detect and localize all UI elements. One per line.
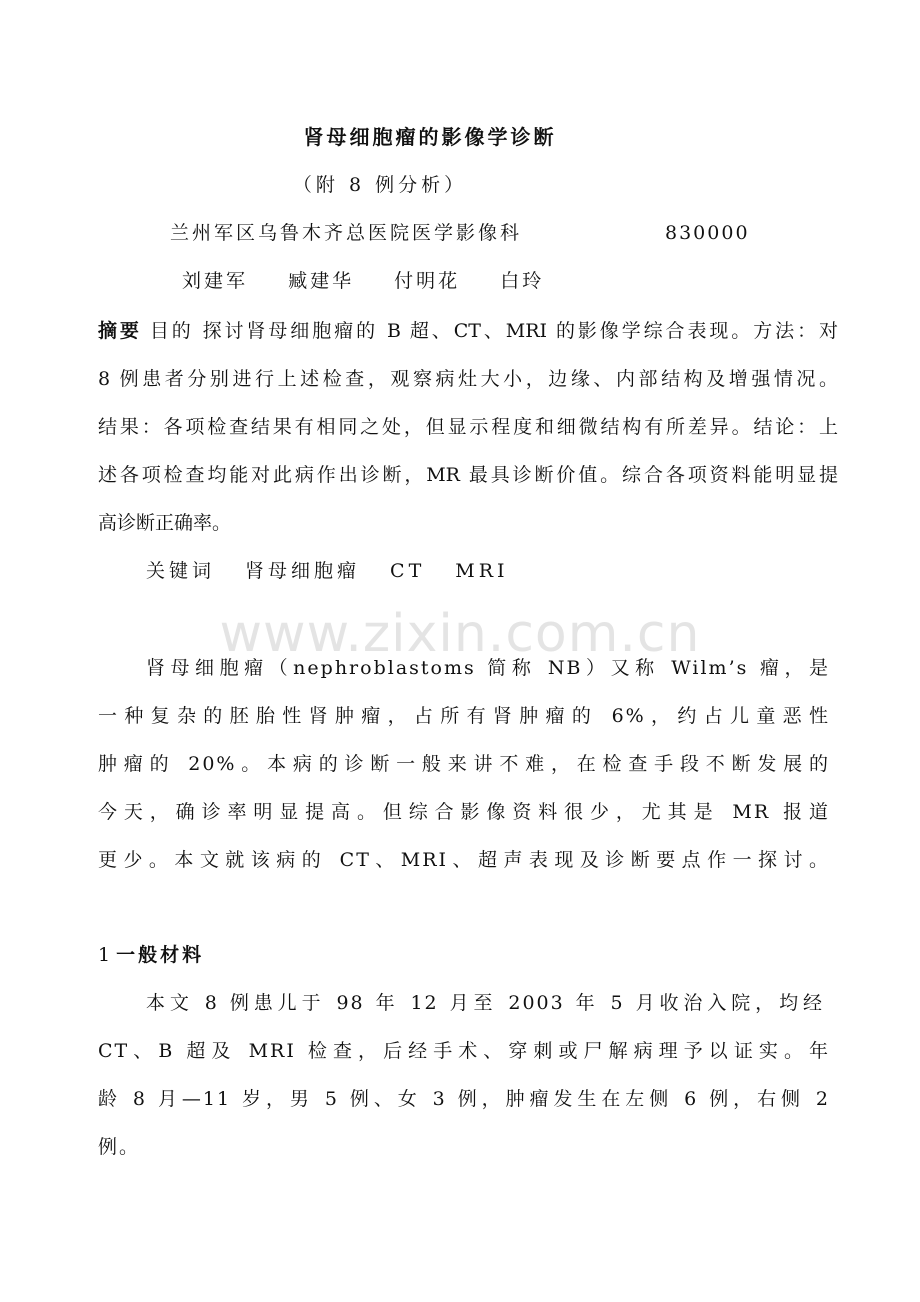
abstract-line: 述各项检查均能对此病作出诊断，MR 最具诊断价值。综合各项资料能明显提 xyxy=(98,464,838,486)
section-heading xyxy=(98,942,204,968)
affiliation-name: 兰州军区乌鲁木齐总医院医学影像科 xyxy=(170,222,523,244)
abstract-line: 结果：各项检查结果有相同之处，但显示程度和细微结构有所差异。结论：上 xyxy=(98,416,838,438)
section-number: 1 xyxy=(98,944,111,966)
keyword: CT xyxy=(390,560,426,582)
abstract-label: 摘要 xyxy=(98,320,142,342)
intro-line: 今天，确诊率明显提高。但综合影像资料很少，尤其是 MR 报道 xyxy=(98,801,830,823)
keyword: MRI xyxy=(455,560,509,582)
intro-line: 一种复杂的胚胎性肾肿瘤，占所有肾肿瘤的 6%，约占儿童恶性 xyxy=(98,705,830,727)
abstract-line: 8 例患者分别进行上述检查，观察病灶大小，边缘、内部结构及增强情况。 xyxy=(98,368,838,390)
author-name: 刘建军 xyxy=(182,270,249,292)
author-name: 臧建华 xyxy=(288,270,355,292)
abstract-line: 高诊断正确率。 xyxy=(98,512,232,534)
paper-title: 肾母细胞瘤的影像学诊断 xyxy=(303,125,557,149)
intro-line: 更少。本文就该病的 CT、MRI、超声表现及诊断要点作一探讨。 xyxy=(98,849,830,871)
body-line: 例。 xyxy=(98,1136,141,1158)
body-line: 龄 8 月—11 岁，男 5 例、女 3 例，肿瘤发生在左侧 6 例，右侧 2 xyxy=(98,1088,830,1110)
intro-line: 肿瘤的 20%。本病的诊断一般来讲不难，在检查手段不断发展的 xyxy=(98,753,830,775)
affiliation xyxy=(170,220,750,246)
body-line: 本文 8 例患儿于 98 年 12 月至 2003 年 5 月收治入院，均经 xyxy=(146,992,824,1014)
watermark: www.zixin.com.cn xyxy=(219,604,701,664)
section-title: 一般材料 xyxy=(116,944,205,966)
keyword: 肾母细胞瘤 xyxy=(245,560,361,582)
author-name: 付明花 xyxy=(394,270,461,292)
keywords-label: 关键词 xyxy=(146,560,216,582)
author-list xyxy=(182,268,578,294)
keywords xyxy=(146,558,539,584)
paper-subtitle: （附 8 例分析） xyxy=(292,174,468,196)
abstract-line xyxy=(98,318,838,344)
postcode: 830000 xyxy=(665,222,750,244)
intro-line: 肾母细胞瘤（nephroblastoms 简称 NB）又称 Wilm’s 瘤，是 xyxy=(146,657,830,679)
body-line: CT、B 超及 MRI 检查，后经手术、穿刺或尸解病理予以证实。年 xyxy=(98,1040,830,1062)
author-name: 白玲 xyxy=(500,270,545,292)
abstract-text: 目的 探讨肾母细胞瘤的 B 超、CT、MRI 的影像学综合表现。方法：对 xyxy=(149,320,838,342)
